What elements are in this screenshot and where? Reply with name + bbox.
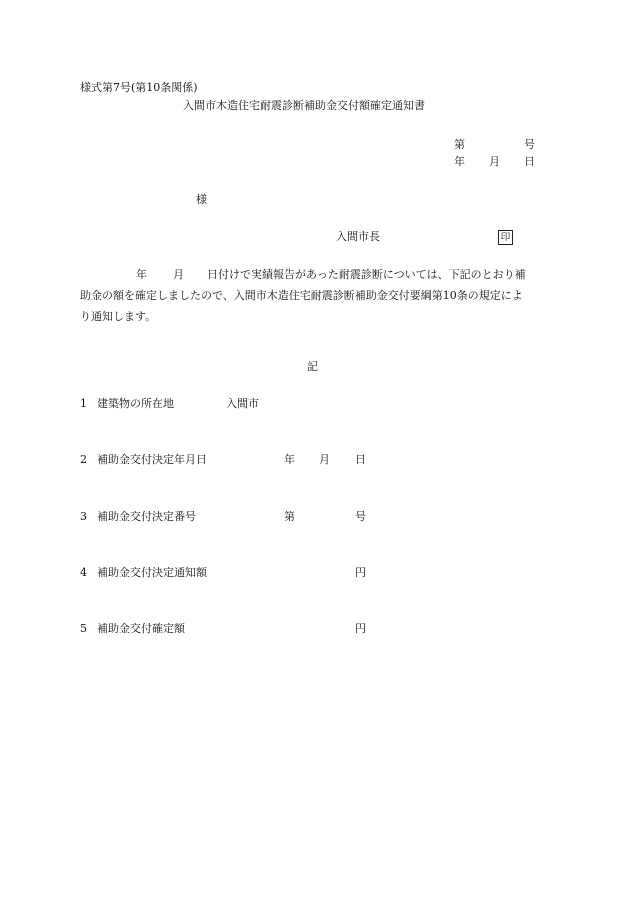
item-3-label: 補助金交付決定番号 bbox=[97, 510, 196, 523]
item-2-number: 2 bbox=[80, 453, 87, 466]
item-5-label: 補助金交付確定額 bbox=[97, 622, 185, 635]
body-year: 年 bbox=[136, 268, 147, 281]
issuer-name: 入間市長 bbox=[336, 230, 380, 243]
seal-icon: 印 bbox=[498, 230, 513, 245]
item-2-day: 日 bbox=[355, 453, 366, 466]
doc-date-day: 日 bbox=[524, 155, 535, 168]
body-line-1-text: 日付けで実績報告があった耐震診断については、下記のとおり補 bbox=[207, 268, 526, 281]
item-2-year: 年 bbox=[284, 453, 295, 466]
document-title: 入間市木造住宅耐震診断補助金交付額確定通知書 bbox=[183, 99, 425, 112]
item-4-number: 4 bbox=[80, 566, 87, 579]
item-1-number: 1 bbox=[80, 397, 87, 410]
doc-date-month: 月 bbox=[489, 155, 500, 168]
item-1-label: 建築物の所在地 bbox=[97, 397, 174, 410]
item-3-number: 3 bbox=[80, 510, 87, 523]
item-2-month: 月 bbox=[319, 453, 330, 466]
item-2-label: 補助金交付決定年月日 bbox=[97, 453, 207, 466]
addressee-honorific: 様 bbox=[196, 193, 207, 206]
body-line-3: り通知します。 bbox=[80, 310, 157, 323]
ki-heading: 記 bbox=[307, 360, 318, 373]
seal-mark bbox=[498, 230, 513, 245]
item-5-number: 5 bbox=[80, 622, 87, 635]
item-4-label: 補助金交付決定通知額 bbox=[97, 566, 207, 579]
item-5-unit: 円 bbox=[355, 622, 366, 635]
doc-number-suffix: 号 bbox=[524, 138, 535, 151]
body-line-2: 助金の額を確定しましたので、入間市木造住宅耐震診断補助金交付要綱第10条の規定によ bbox=[80, 289, 523, 302]
body-line-1 bbox=[80, 264, 550, 285]
item-4-unit: 円 bbox=[355, 566, 366, 579]
form-number: 様式第7号(第10条関係) bbox=[80, 81, 198, 94]
doc-date-year: 年 bbox=[454, 155, 465, 168]
item-3-suffix: 号 bbox=[355, 510, 366, 523]
body-month: 月 bbox=[173, 268, 184, 281]
item-3-prefix: 第 bbox=[284, 510, 295, 523]
item-1-value: 入間市 bbox=[226, 397, 259, 410]
body-paragraph bbox=[80, 264, 550, 327]
doc-number-prefix: 第 bbox=[454, 138, 465, 151]
